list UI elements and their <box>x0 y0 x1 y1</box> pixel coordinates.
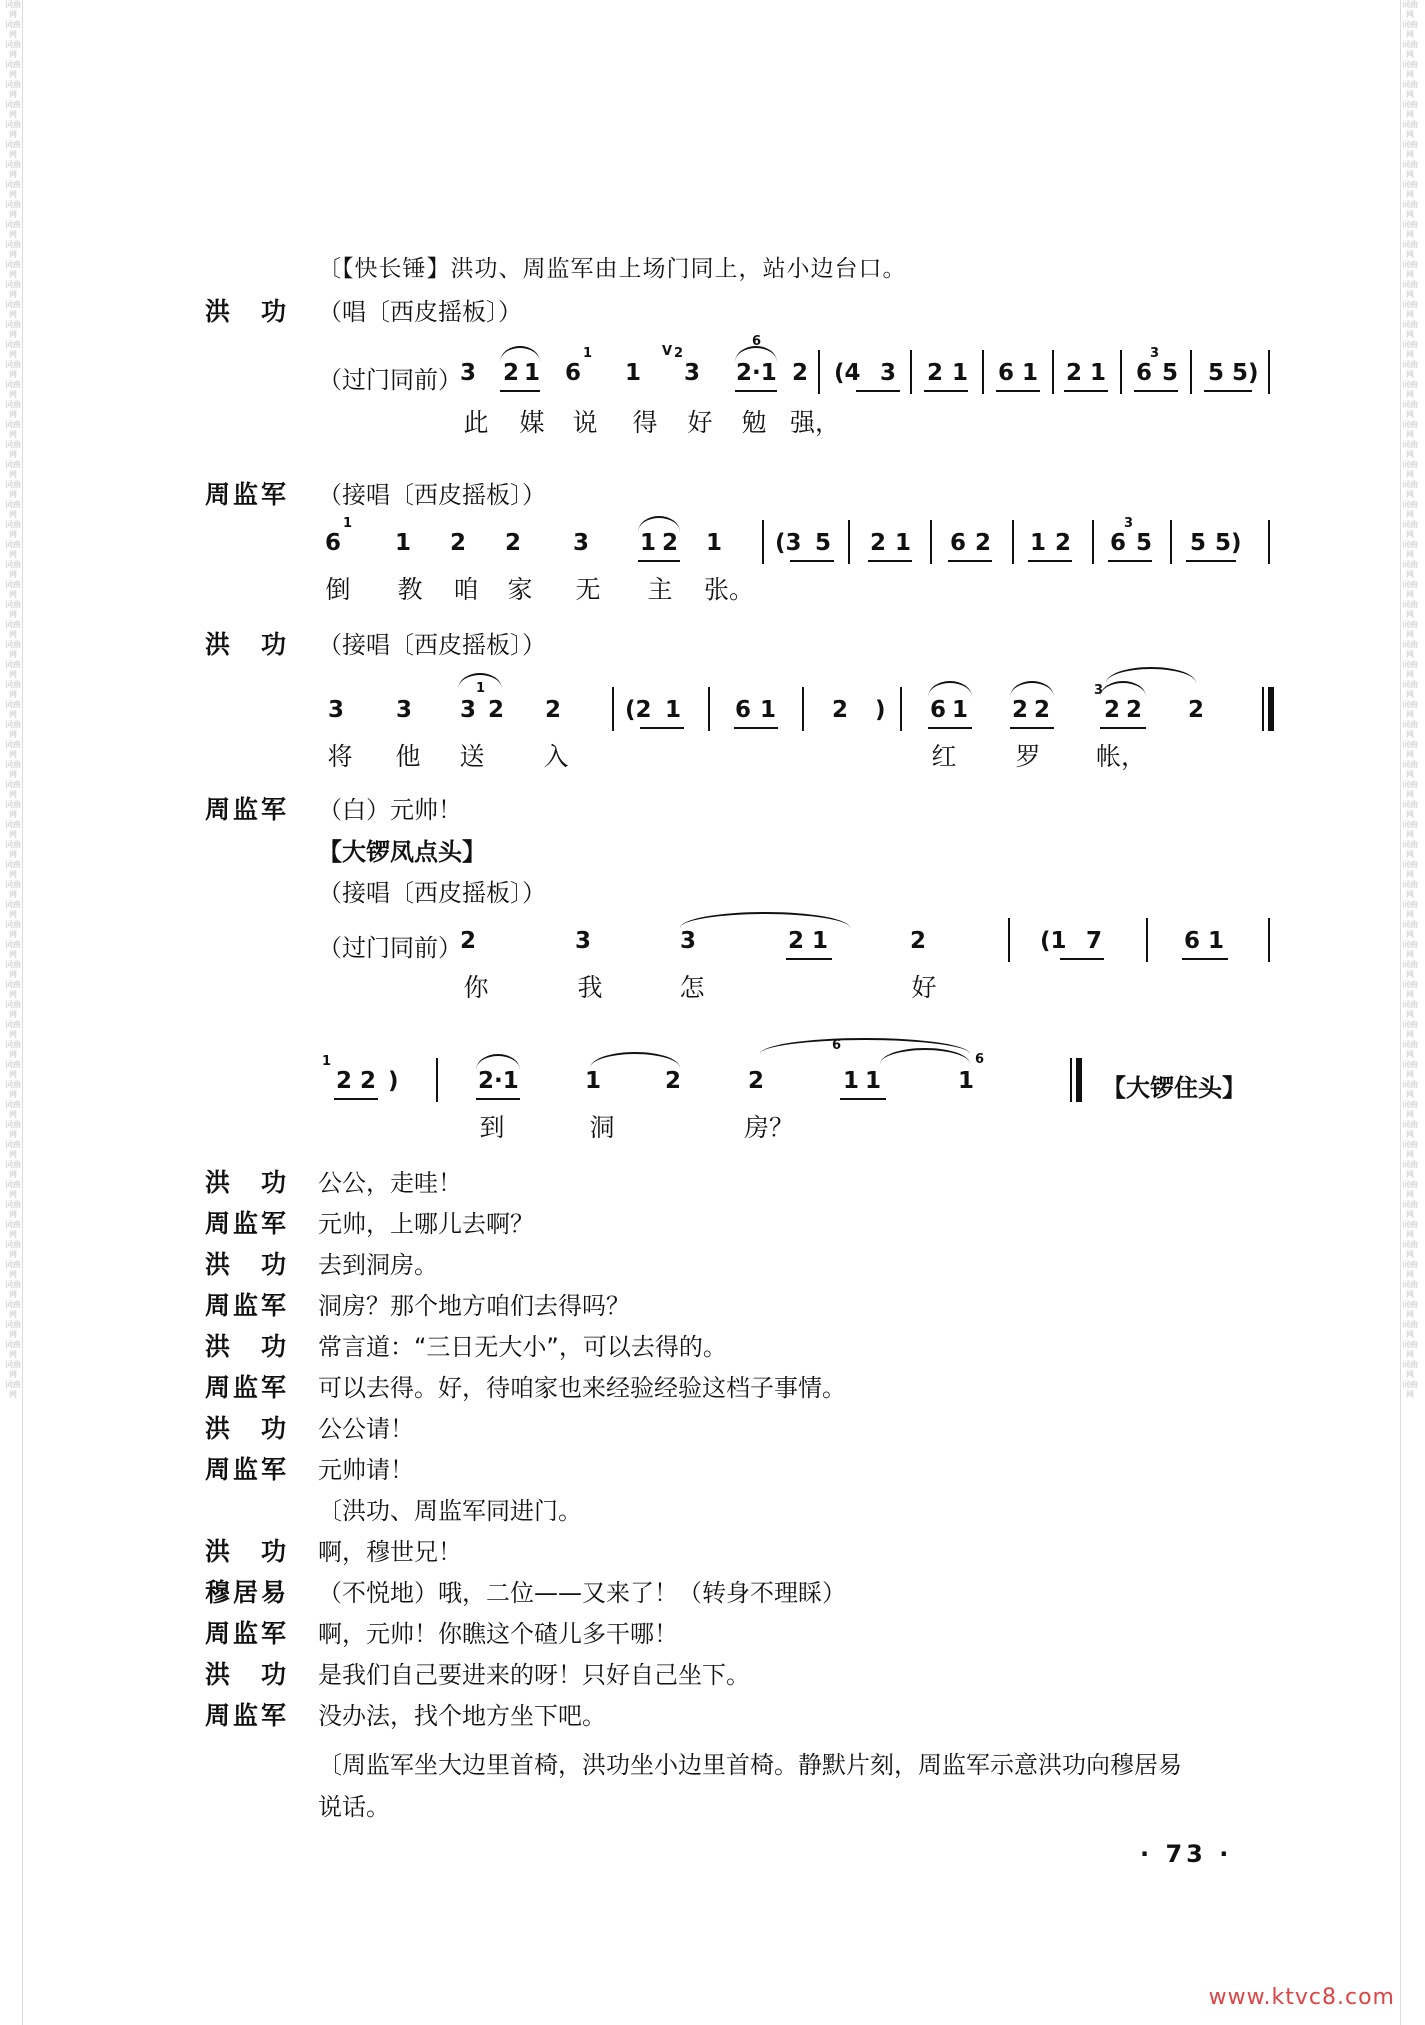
singing-direction-2: （接唱〔西皮摇板〕） <box>318 481 546 509</box>
underline <box>500 390 540 392</box>
dialogue-text: 元帅请！ <box>318 1456 414 1484</box>
lyric: 帐， <box>1096 742 1147 771</box>
barline <box>1190 350 1192 394</box>
lyric: 洞 <box>589 1113 615 1142</box>
note: 6 <box>998 360 1015 386</box>
note: 2 <box>360 1068 377 1094</box>
dialogue-text: 没办法，找个地方坐下吧。 <box>318 1702 606 1730</box>
note: 1 <box>843 1068 860 1094</box>
lyrics-row-1 <box>0 403 1425 439</box>
note: 1 <box>395 530 412 556</box>
note: 3 <box>680 928 697 954</box>
lyric: 强， <box>790 408 841 437</box>
speaker-hong-gong-2: 洪 功 <box>205 630 290 659</box>
note: 2 <box>1104 697 1121 723</box>
note: 1 <box>1090 360 1107 386</box>
underline <box>1134 390 1178 392</box>
note: (2 <box>625 697 652 723</box>
note: 1 <box>640 530 657 556</box>
note: 1 <box>706 530 723 556</box>
note: 2 <box>503 360 520 386</box>
lyric: 倒 <box>325 575 351 604</box>
note: 3 <box>460 697 477 723</box>
grace-note: 3 <box>1124 516 1134 531</box>
speaker-zhou-1: 周监军 <box>205 480 290 509</box>
lyric: 咱 <box>453 575 479 604</box>
breath-mark: V <box>662 344 673 359</box>
barline <box>1012 520 1014 564</box>
dialogue-text: 去到洞房。 <box>318 1251 438 1279</box>
note: (3 <box>775 530 802 556</box>
underline <box>476 1098 520 1100</box>
barline <box>982 350 984 394</box>
note: 2 <box>662 530 679 556</box>
underline <box>638 560 680 562</box>
grace-note: 1 <box>343 516 353 531</box>
grace-note: 6 <box>832 1038 842 1053</box>
closing-direction-2: 说话。 <box>318 1793 390 1821</box>
grace-note: 2 <box>674 346 684 361</box>
final-barline <box>1076 1058 1082 1102</box>
dialogue-text: 元帅，上哪儿去啊？ <box>318 1210 534 1238</box>
note: 2 <box>450 530 467 556</box>
barline <box>1146 918 1148 962</box>
underline <box>1186 560 1236 562</box>
lyric: 红 <box>931 742 957 771</box>
dialogue-speaker: 洪 功 <box>205 1660 290 1689</box>
lyric: 勉 <box>741 408 767 437</box>
grace-note: 3 <box>1094 683 1104 698</box>
note: 2 <box>545 697 562 723</box>
note: 7 <box>1086 928 1103 954</box>
note: 2 <box>788 928 805 954</box>
note: 3 <box>684 360 701 386</box>
note: 2 <box>1188 697 1205 723</box>
underline <box>856 390 900 392</box>
dialogue-text: 洞房？那个地方咱们去得吗？ <box>318 1292 630 1320</box>
barline <box>762 520 764 564</box>
note: 5) <box>1232 360 1259 386</box>
lyric: 房？ <box>744 1113 795 1142</box>
grace-note: 3 <box>1150 346 1160 361</box>
note: 2 <box>927 360 944 386</box>
note: 2 <box>665 1068 682 1094</box>
note: 2 <box>336 1068 353 1094</box>
note: 3 <box>880 360 897 386</box>
note: 2 <box>975 530 992 556</box>
note: 1 <box>1022 360 1039 386</box>
note: 2 <box>748 1068 765 1094</box>
note: 6 <box>930 697 947 723</box>
lyric: 此 <box>463 408 489 437</box>
note: 2 <box>1055 530 1072 556</box>
note: 1 <box>1030 530 1047 556</box>
grace-note: 6 <box>752 334 762 349</box>
note: ) <box>875 697 886 723</box>
singing-direction-1: （唱〔西皮摇板〕） <box>318 298 522 326</box>
underline <box>786 958 832 960</box>
gong-cue: 【大锣凤点头】 <box>318 838 486 866</box>
barline <box>848 520 850 564</box>
barline <box>708 687 710 731</box>
singing-direction-3: （接唱〔西皮摇板〕） <box>318 631 546 659</box>
dialogue-text: 公公，走哇！ <box>318 1169 462 1197</box>
note: 1 <box>665 697 682 723</box>
dialogue-text: 啊，元帅！你瞧这个碴儿多干哪！ <box>318 1620 678 1648</box>
lyric: 送 <box>459 742 485 771</box>
grace-note: 1 <box>476 681 486 696</box>
lyric: 得 <box>632 408 658 437</box>
note: 3 <box>575 928 592 954</box>
note: 2 <box>832 697 849 723</box>
lyric: 说 <box>572 408 598 437</box>
underline <box>948 560 992 562</box>
dialogue-text: （不悦地）哦，二位——又来了！（转身不理睬） <box>318 1579 846 1607</box>
lyric: 入 <box>543 742 569 771</box>
lyric: 你 <box>463 973 489 1002</box>
grace-note: 6 <box>975 1052 985 1067</box>
note: 3 <box>573 530 590 556</box>
barline <box>1052 350 1054 394</box>
note: 2 <box>1034 697 1051 723</box>
underline <box>924 390 968 392</box>
note: 1 <box>812 928 829 954</box>
note: 1 <box>958 1068 975 1094</box>
barline <box>1268 520 1270 564</box>
end-cue: 【大锣住头】 <box>1102 1074 1246 1102</box>
lyric: 张。 <box>704 575 755 604</box>
note: 2 <box>1012 697 1029 723</box>
lyrics-row-2 <box>0 570 1425 606</box>
note: 2 <box>910 928 927 954</box>
barline <box>930 520 932 564</box>
note: 6 <box>1184 928 1201 954</box>
intro-direction: 〔【快长锤】洪功、周监军由上场门同上，站小边台口。 <box>318 256 907 282</box>
note: 3 <box>328 697 345 723</box>
lyric: 媒 <box>519 408 545 437</box>
dialogue-speaker: 洪 功 <box>205 1414 290 1443</box>
dialogue-speaker: 洪 功 <box>205 1250 290 1279</box>
barline <box>1262 687 1264 731</box>
note: 1 <box>625 360 642 386</box>
note: (4 <box>834 360 861 386</box>
dialogue-speaker: 周监军 <box>205 1619 290 1648</box>
lyric: 怎 <box>679 973 705 1002</box>
lyric: 将 <box>327 742 353 771</box>
note: 5 <box>1162 360 1179 386</box>
barline <box>1070 1058 1072 1102</box>
underline <box>1204 390 1252 392</box>
site-watermark: www.ktvc8.com <box>1208 1985 1395 2010</box>
slur <box>1100 681 1146 697</box>
barline <box>802 687 804 731</box>
barline <box>900 687 902 731</box>
lyric: 主 <box>647 575 673 604</box>
stage-direction: 〔洪功、周监军同进门。 <box>318 1497 582 1525</box>
lyrics-row-3 <box>0 737 1425 773</box>
dialogue-speaker: 洪 功 <box>205 1168 290 1197</box>
note: 2 <box>792 360 809 386</box>
lyric: 我 <box>577 973 603 1002</box>
dialogue-speaker: 周监军 <box>205 1373 290 1402</box>
speaker-zhou-2: 周监军 <box>205 795 290 824</box>
dialogue-text: 是我们自己要进来的呀！只好自己坐下。 <box>318 1661 750 1689</box>
note: 2 <box>488 697 505 723</box>
grace-note: 1 <box>322 1054 332 1069</box>
note: 5 <box>1190 530 1207 556</box>
lyrics-row-5 <box>0 1108 1425 1144</box>
lyric: 教 <box>397 575 423 604</box>
note: 2·1 <box>478 1068 519 1094</box>
underline <box>734 727 778 729</box>
slur <box>590 1052 680 1068</box>
note: 5 <box>1136 530 1153 556</box>
note: 6 <box>565 360 582 386</box>
underline <box>1108 560 1152 562</box>
dialogue-speaker: 周监军 <box>205 1209 290 1238</box>
lyric: 到 <box>479 1113 505 1142</box>
note: 1 <box>865 1068 882 1094</box>
underline <box>1064 390 1108 392</box>
note: 1 <box>524 360 541 386</box>
lyric: 无 <box>575 575 601 604</box>
underline <box>840 1098 886 1100</box>
note: 5) <box>1215 530 1242 556</box>
page-number: · 73 · <box>1140 1840 1233 1868</box>
barline <box>1170 520 1172 564</box>
note: ) <box>388 1068 399 1094</box>
prelude-label-1: （过门同前） <box>318 366 462 394</box>
left-edge-watermark: 词曲网 词曲网 词曲网 词曲网 词曲网 词曲网 词曲网 词曲网 词曲网 词曲网 词曲网 词曲网 词曲网 词曲网 词曲网 词曲网 词曲网 词曲网 词曲网 词曲网 词曲网 词曲网 词曲网 词曲网 词曲网 词曲网 词曲网 词曲网 词曲网 词曲网 词曲网 词曲网 词曲网 词曲网 词曲网 词曲网 词曲网 词曲网 词曲网 词曲网 词曲网 词曲网 词曲网 词曲网 词曲网 词曲网 词曲网 词曲网 词曲网 词曲网 词曲网 词曲网 词曲网 词曲网 词曲网 词曲网 词曲网 词曲网 词曲网 词曲网 词曲网 词曲网 词曲网 词曲网 词曲网 词曲网 词曲网 词曲网 词曲网 词曲网 <box>5 0 21 1399</box>
dialogue-speaker: 周监军 <box>205 1701 290 1730</box>
underline <box>790 560 834 562</box>
lyric: 他 <box>395 742 421 771</box>
underline <box>1010 727 1054 729</box>
note: 2 <box>870 530 887 556</box>
grace-note: 1 <box>583 346 593 361</box>
barline <box>818 350 820 394</box>
underline <box>640 727 684 729</box>
note: 6 <box>1136 360 1153 386</box>
lyric: 好 <box>687 408 713 437</box>
spoken-line: （白）元帅！ <box>318 796 462 824</box>
underline <box>334 1098 378 1100</box>
dialogue-speaker: 周监军 <box>205 1455 290 1484</box>
note: 5 <box>815 530 832 556</box>
underline <box>1100 727 1146 729</box>
note: 1 <box>952 360 969 386</box>
left-margin-line <box>22 0 23 2025</box>
barline <box>1008 918 1010 962</box>
barline <box>1120 350 1122 394</box>
dialogue-speaker: 洪 功 <box>205 1332 290 1361</box>
barline <box>1268 350 1270 394</box>
barline <box>1268 918 1270 962</box>
singing-direction-4: （接唱〔西皮摇板〕） <box>318 879 546 907</box>
right-edge-watermark: 词曲网 词曲网 词曲网 词曲网 词曲网 词曲网 词曲网 词曲网 词曲网 词曲网 词曲网 词曲网 词曲网 词曲网 词曲网 词曲网 词曲网 词曲网 词曲网 词曲网 词曲网 词曲网 词曲网 词曲网 词曲网 词曲网 词曲网 词曲网 词曲网 词曲网 词曲网 词曲网 词曲网 词曲网 词曲网 词曲网 词曲网 词曲网 词曲网 词曲网 词曲网 词曲网 词曲网 词曲网 词曲网 词曲网 词曲网 词曲网 词曲网 词曲网 词曲网 词曲网 词曲网 词曲网 词曲网 词曲网 词曲网 词曲网 词曲网 词曲网 词曲网 词曲网 词曲网 词曲网 词曲网 词曲网 词曲网 词曲网 词曲网 词曲网 <box>1402 0 1418 1399</box>
slur <box>680 912 850 928</box>
note: 5 <box>1208 360 1225 386</box>
final-barline <box>1268 687 1274 731</box>
prelude-label-2: （过门同前） <box>318 934 462 962</box>
speaker-hong-gong-1: 洪 功 <box>205 297 290 326</box>
slur <box>1010 681 1054 697</box>
barline <box>1092 520 1094 564</box>
dialogue-text: 可以去得。好，待咱家也来经验经验这档子事情。 <box>318 1374 846 1402</box>
lyric: 好 <box>911 973 937 1002</box>
lyric: 家 <box>507 575 533 604</box>
dialogue-speaker: 洪 功 <box>205 1537 290 1566</box>
note: 6 <box>950 530 967 556</box>
note: 2 <box>1066 360 1083 386</box>
dialogue-text: 常言道：“三日无大小”，可以去得的。 <box>318 1333 727 1361</box>
note: 3 <box>460 360 477 386</box>
note: 1 <box>952 697 969 723</box>
underline <box>1060 958 1104 960</box>
note: 1 <box>760 697 777 723</box>
note: 1 <box>1208 928 1225 954</box>
note: 1 <box>585 1068 602 1094</box>
dialogue-speaker: 穆居易 <box>205 1578 290 1607</box>
barline <box>910 350 912 394</box>
underline <box>1028 560 1072 562</box>
note: 6 <box>735 697 752 723</box>
note: 6 <box>325 530 342 556</box>
closing-direction-1: 〔周监军坐大边里首椅，洪功坐小边里首椅。静默片刻，周监军示意洪功向穆居易 <box>318 1751 1182 1779</box>
barline <box>612 687 614 731</box>
underline <box>928 727 972 729</box>
underline <box>996 390 1040 392</box>
slur <box>928 681 972 697</box>
note: 2 <box>1126 697 1143 723</box>
note: 2·1 <box>736 360 777 386</box>
dialogue-speaker: 周监军 <box>205 1291 290 1320</box>
dialogue-text: 啊，穆世兄！ <box>318 1538 462 1566</box>
underline <box>1182 958 1228 960</box>
lyric: 罗 <box>1015 742 1041 771</box>
dialogue-text: 公公请！ <box>318 1415 414 1443</box>
lyrics-row-4 <box>0 968 1425 1004</box>
note: 2 <box>460 928 477 954</box>
note: (1 <box>1040 928 1067 954</box>
barline <box>436 1058 438 1102</box>
note: 1 <box>895 530 912 556</box>
note: 3 <box>396 697 413 723</box>
underline <box>735 390 777 392</box>
note: 2 <box>505 530 522 556</box>
underline <box>868 560 912 562</box>
note: 6 <box>1110 530 1127 556</box>
